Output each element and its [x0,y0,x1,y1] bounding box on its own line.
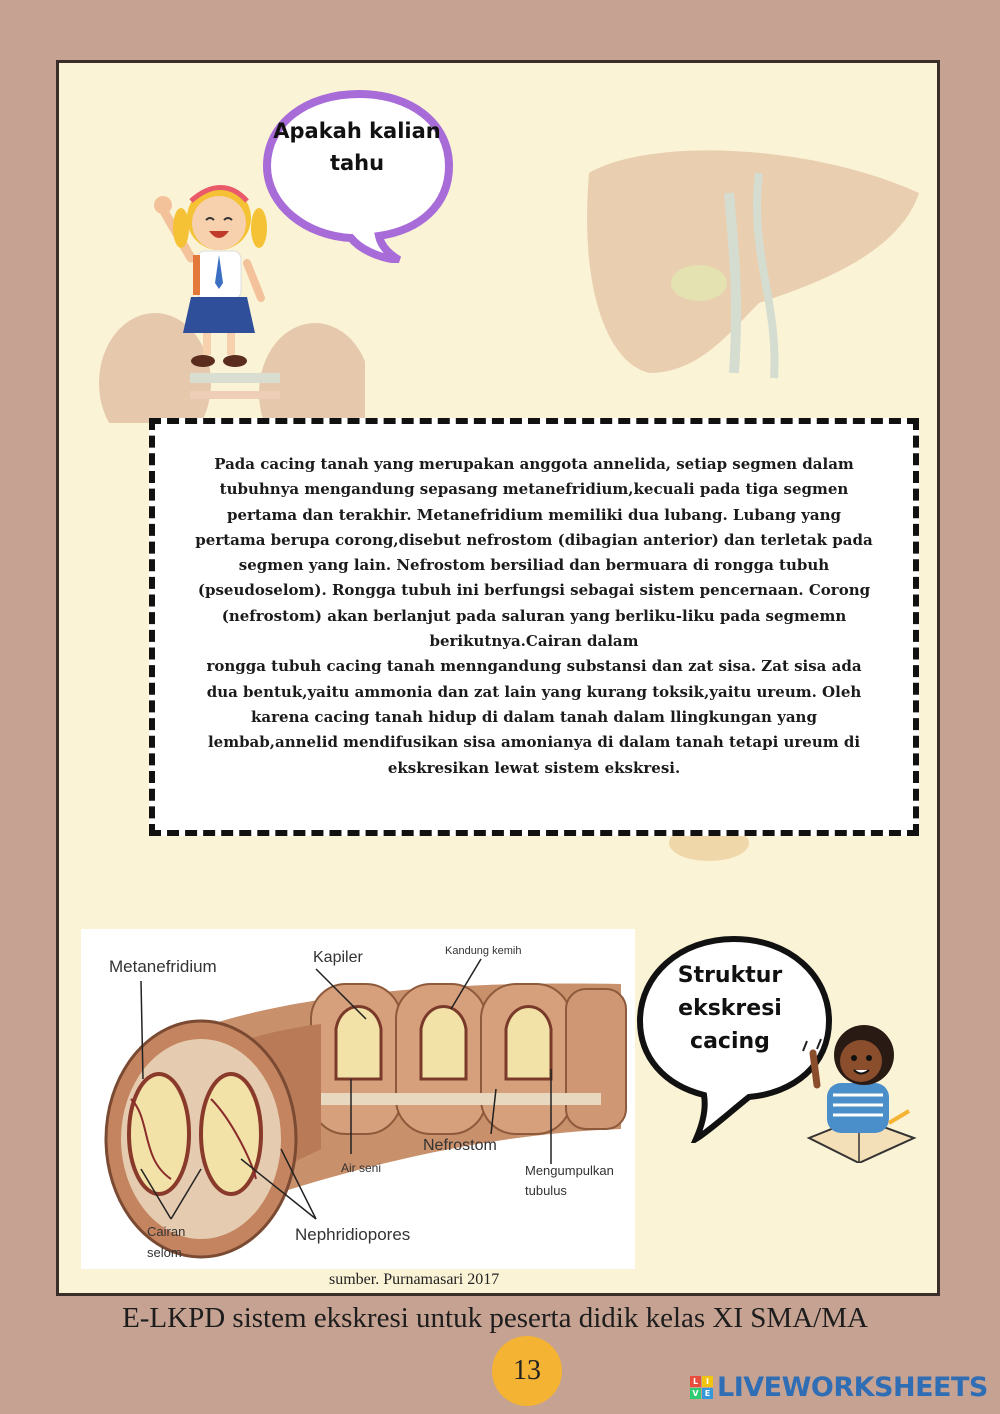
label-kapiler: Kapiler [313,949,363,966]
info-paragraph: Pada cacing tanah yang merupakan anggota annelida, setiap segmen dalam tubuhnya mengandung sepasang metanefridium,kecuali pada tiga segmen pertama dan terakhir. Metanefridium memiliki dua lubang. Lubang yang pertama berupa corong,disebut nefrostom (dibagian anterior) dan terletak pada segmen yang lain. Nefrostom bersiliad dan bermuara di rongga tubuh (pseudoselom). Rongga tubuh ini berfungsi sebagai sistem pencernaan. Corong (nefrostom) akan berlanjut pada saluran yang berliku-liku pada segmemn berikutnya.Cairan dalam rongga tubuh cacing tanah menngandung substansi dan zat sisa. Zat sisa ada dua bentuk,yaitu ammonia dan zat lain yang kurang toksik,yaitu ureum. Oleh karena cacing tanah hidup di dalam tanah dalam llingkungan yang lembab,annelid mendifusikan sisa amonianya di dalam tanah tetapi ureum di ekskresikan lewat sistem ekskresi. [195,455,873,777]
info-text-box [149,418,919,836]
logo-letter-v: V [690,1388,701,1399]
label-kandung-kemih: Kandung kemih [445,945,522,957]
figure-source-caption: sumber. Purnamasari 2017 [329,1271,500,1288]
label-cairan-selom: Cairan selom [147,1224,186,1260]
bubble-structure-text: Struktur ekskresi cacing [677,963,783,1054]
label-air-seni: Air seni [341,1161,382,1175]
cartoon-girl-writing [799,1023,919,1163]
label-nefrostom: Nefrostom [423,1137,497,1154]
label-mengumpulkan-tubulus: Mengumpulkan tubulus [525,1163,614,1198]
logo-letter-l: L [690,1376,701,1387]
logo-letter-e: E [702,1388,713,1399]
liveworksheets-logo[interactable] [690,1370,988,1404]
liveworksheets-icon [690,1376,713,1399]
earthworm-excretory-diagram [81,929,635,1269]
worksheet-page [56,60,940,1296]
liveworksheets-wordmark: LIVEWORKSHEETS [717,1371,988,1403]
label-metanefridium: Metanefridium [109,957,217,976]
cartoon-girl-student [151,173,281,373]
earthworm-cross-section-drawing [81,929,635,1269]
bubble-question-text: Apakah kalian tahu [273,119,441,175]
liver-illustration [559,133,929,383]
organ-fragment-illustration [659,833,759,873]
footer-title: E-LKPD sistem ekskresi untuk peserta didik kelas XI SMA/MA [122,1302,868,1334]
label-nephridiopores: Nephridiopores [295,1225,411,1244]
logo-letter-i: I [702,1376,713,1387]
page-number-badge: 13 [492,1336,562,1406]
